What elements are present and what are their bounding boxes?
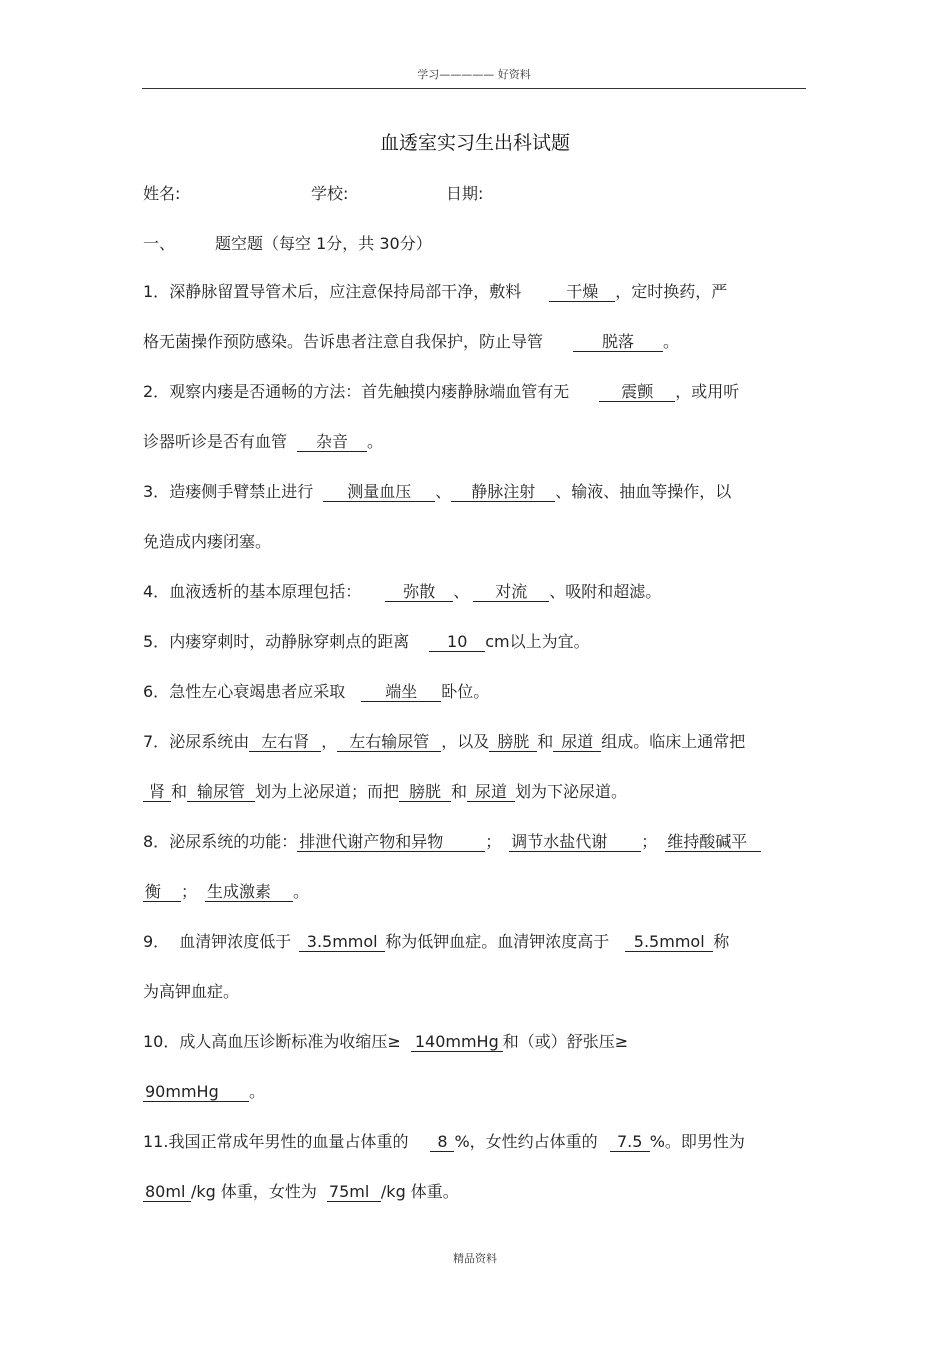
answer-blank: 140mmHg [411,1033,503,1052]
question-text: 称为低钾血症。血清钾浓度高于 [385,932,610,951]
answer-blank: 生成激素 [205,883,293,902]
question-text: 内瘘穿刺时，动静脉穿刺点的距离 [169,632,410,651]
question-text: 、 [435,482,452,501]
question-text: 划为下泌尿道。 [515,782,628,801]
question-number: 2． [143,382,170,401]
answer-blank: 尿道 [467,783,515,802]
question-6 [143,681,489,703]
section-label: 题空题（每空 1分，共 30分） [215,234,432,253]
answer-blank: 左右肾 [249,733,321,752]
answer-blank: 对流 [473,583,549,602]
answer-blank: 75ml [327,1183,381,1202]
question-text: 免造成内瘘闭塞。 [143,532,272,551]
answer-blank: 震颤 [599,383,675,402]
question-text: 、吸附和超滤。 [549,582,662,601]
question-number: 11. [143,1132,169,1151]
answer-blank: 10 [429,633,485,652]
question-number: 9． [143,932,170,951]
question-text: 泌尿系统由 [169,732,250,751]
question-text: 。 [293,882,310,901]
question-text: 组成。临床上通常把 [601,732,746,751]
question-text: ，定时换药，严 [615,282,728,301]
answer-blank: 干燥 [549,283,615,302]
answer-blank: 测量血压 [323,483,435,502]
question-text: 、 [453,582,470,601]
answer-blank: 弥散 [385,583,453,602]
answer-blank: 5.5mmol [625,933,713,952]
question-text: 为高钾血症。 [143,982,240,1001]
question-text: 诊器听诊是否有血管 [143,432,288,451]
page-header: 学习————— 好资料 [142,66,806,89]
answer-blank: 膀胱 [489,733,537,752]
question-text: 观察内瘘是否通畅的方法：首先触摸内瘘静脉端血管有无 [169,382,570,401]
answer-blank: 杂音 [297,433,367,452]
question-number: 5． [143,632,170,651]
question-text: 。 [367,432,384,451]
school-label: 学校: [311,184,349,203]
answer-blank: 7.5 [610,1133,650,1152]
question-text: %，女性约占体重的 [454,1132,598,1151]
answer-blank: 尿道 [553,733,601,752]
question-number: 8． [143,832,170,851]
question-1-line-1 [143,281,727,303]
question-number: 7． [143,732,170,751]
question-text: 、输液、抽血等操作，以 [555,482,732,501]
answer-blank: 调节水盐代谢 [509,833,641,852]
answer-blank: 肾 [143,783,171,802]
question-4 [143,581,661,603]
question-text: /kg 体重，女性为 [191,1182,317,1201]
answer-blank: 膀胱 [399,783,451,802]
question-text: 我国正常成年男性的血量占体重的 [168,1132,409,1151]
question-text: 格无菌操作预防感染。告诉患者注意自我保护，防止导管 [143,332,544,351]
question-7-line-2 [143,781,627,803]
question-text: 和 [537,732,554,751]
question-text: 深静脉留置导管术后，应注意保持局部干净，敷料 [169,282,522,301]
question-text: 急性左心衰竭患者应采取 [169,682,346,701]
page-footer: 精品资料 [453,1252,497,1265]
question-2-line-1 [143,381,739,403]
question-text: 泌尿系统的功能： [169,832,298,851]
date-label: 日期: [446,184,484,203]
answer-blank: 90mmHg [143,1083,249,1102]
answer-blank: 排泄代谢产物和异物 [297,833,485,852]
question-text: cm以上为宜。 [485,632,590,651]
question-text: 和 [451,782,468,801]
question-2-line-2 [143,431,383,453]
question-9-line-2 [143,981,239,1003]
answer-blank: 输尿管 [187,783,255,802]
question-text: 卧位。 [441,682,490,701]
section-number: 一、 [143,234,176,253]
question-text: 。 [249,1082,266,1101]
answer-blank: 8 [430,1133,454,1152]
question-text: ，或用听 [675,382,740,401]
question-number: 6． [143,682,170,701]
question-8-line-1 [143,831,761,853]
answer-blank: 衡 [143,883,181,902]
question-11-line-1 [143,1131,745,1153]
question-text: 血清钾浓度低于 [179,932,292,951]
question-text: 。 [663,332,680,351]
question-text: ，以及 [441,732,490,751]
answer-blank: 3.5mmol [299,933,385,952]
answer-blank: 端坐 [361,683,441,702]
answer-blank: 静脉注射 [451,483,555,502]
question-number: 4． [143,582,170,601]
question-5 [143,631,590,653]
question-10-line-2 [143,1081,265,1103]
answer-blank: 脱落 [573,333,663,352]
question-text: 血液透析的基本原理包括： [169,582,362,601]
answer-blank: 80ml [143,1183,191,1202]
question-text: ； [641,832,658,851]
answer-blank: 左右输尿管 [337,733,441,752]
question-text: 划为上泌尿道；而把 [255,782,400,801]
question-1-line-2 [143,331,679,353]
question-text: /kg 体重。 [380,1182,459,1201]
question-number: 3． [143,482,170,501]
question-text: ； [181,882,198,901]
question-text: 称 [713,932,730,951]
question-text: %。即男性为 [649,1132,745,1151]
question-3-line-1 [143,481,731,503]
question-3-line-2 [143,531,271,553]
section-heading [143,231,432,254]
question-number: 10． [143,1032,180,1051]
question-text: 成人高血压诊断标准为收缩压≥ [179,1032,401,1051]
question-text: ； [485,832,502,851]
question-text: 和 [171,782,188,801]
question-text: ， [321,732,338,751]
name-label: 姓名: [143,184,181,203]
question-11-line-2 [143,1181,459,1203]
question-9-line-1 [143,931,729,953]
exam-title: 血透室实习生出科试题 [379,132,570,154]
question-text: 和（或）舒张压≥ [502,1032,629,1051]
question-text: 造瘘侧手臂禁止进行 [169,482,314,501]
question-8-line-2 [143,881,309,903]
question-10-line-1 [143,1031,628,1053]
question-7-line-1 [143,731,745,753]
question-number: 1． [143,282,170,301]
answer-blank: 维持酸碱平 [665,833,761,852]
